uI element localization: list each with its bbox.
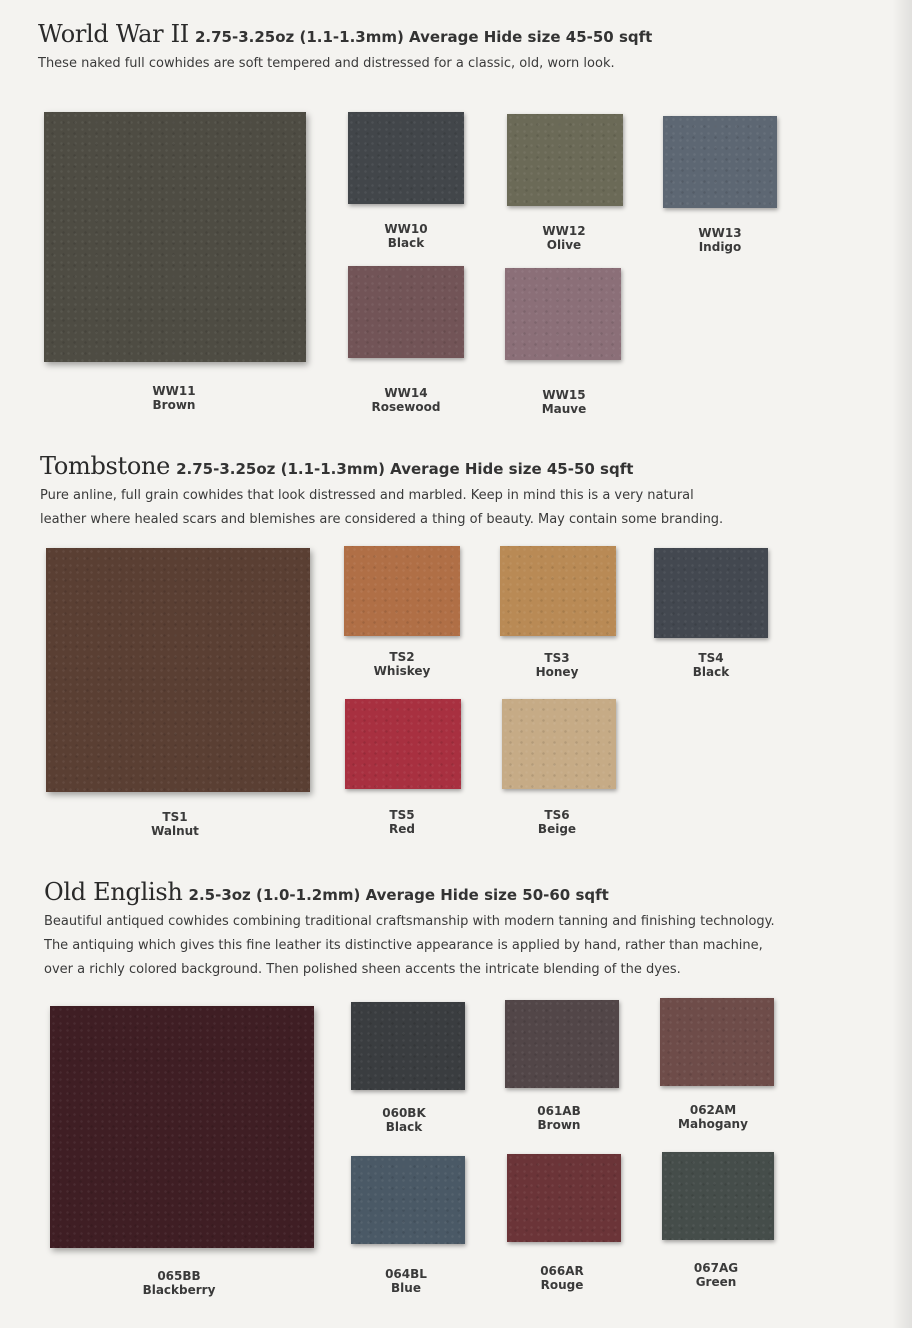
swatch-label-ts3: TS3 Honey [535, 651, 579, 679]
swatch-label-ww13: WW13 Indigo [698, 226, 742, 254]
swatch-ts2 [344, 546, 460, 636]
swatch-064bl [351, 1156, 465, 1244]
swatch-ts4 [654, 548, 768, 638]
swatch-065bb [50, 1006, 314, 1248]
swatch-label-062am: 062AM Mahogany [678, 1103, 748, 1131]
swatch-061ab [505, 1000, 619, 1088]
section-spec: 2.75-3.25oz (1.1-1.3mm) Average Hide size 45-50 sqft [194, 28, 653, 46]
swatch-ww13 [663, 116, 777, 208]
swatch-label-ts6: TS6 Beige [537, 808, 577, 836]
swatch-ww10 [348, 112, 464, 204]
section-tombstone-header [40, 452, 880, 532]
section-description: Pure anline, full grain cowhides that look distressed and marbled. Keep in mind this is a very natural leather where healed scars and blemishes are considered a thing of beauty. May contain some branding. [40, 488, 724, 527]
swatch-label-065bb: 065BB Blackberry [142, 1269, 216, 1297]
section-spec: 2.75-3.25oz (1.1-1.3mm) Average Hide size 45-50 sqft [176, 460, 634, 478]
swatch-label-ww10: WW10 Black [384, 222, 428, 250]
swatch-ww11 [44, 112, 306, 362]
swatch-label-ts1: TS1 Walnut [151, 810, 199, 838]
swatch-label-ts2: TS2 Whiskey [373, 650, 431, 678]
section-old-english-header [44, 878, 904, 982]
swatch-label-067ag: 067AG Green [693, 1261, 739, 1289]
swatch-label-060bk: 060BK Black [382, 1106, 426, 1134]
swatch-ts1 [46, 548, 310, 792]
section-description: These naked full cowhides are soft tempered and distressed for a classic, old, worn look. [38, 56, 615, 71]
section-spec: 2.5-3oz (1.0-1.2mm) Average Hide size 50-60 sqft [188, 886, 609, 904]
swatch-ts6 [502, 699, 616, 789]
swatch-ww14 [348, 266, 464, 358]
section-description: Beautiful antiqued cowhides combining traditional craftsmanship with modern tanning and finishing technology. The antiquing which gives this fine leather its distinctive appearance is applied by hand, rather than machine, over a richly colored background. Then polished sheen accents the intricate blending of the dyes. [44, 914, 775, 977]
swatch-ts5 [345, 699, 461, 789]
swatch-label-064bl: 064BL Blue [385, 1267, 427, 1295]
swatch-label-ww12: WW12 Olive [542, 224, 586, 252]
swatch-060bk [351, 1002, 465, 1090]
swatch-066ar [507, 1154, 621, 1242]
section-title: World War II [38, 20, 189, 48]
swatch-label-ts4: TS4 Black [692, 651, 730, 679]
swatch-ts3 [500, 546, 616, 636]
swatch-ww12 [507, 114, 623, 206]
swatch-label-061ab: 061AB Brown [537, 1104, 581, 1132]
section-title: Tombstone [40, 452, 171, 480]
swatch-067ag [662, 1152, 774, 1240]
swatch-062am [660, 998, 774, 1086]
swatch-label-ww15: WW15 Mauve [541, 388, 587, 416]
swatch-label-066ar: 066AR Rouge [540, 1264, 584, 1292]
section-title: Old English [44, 878, 183, 906]
page-edge-shadow [892, 0, 912, 1328]
swatch-ww15 [505, 268, 621, 360]
section-world-war-ii-header [38, 20, 878, 76]
swatch-label-ts5: TS5 Red [389, 808, 415, 836]
swatch-label-ww14: WW14 Rosewood [371, 386, 441, 414]
swatch-label-ww11: WW11 Brown [152, 384, 196, 412]
